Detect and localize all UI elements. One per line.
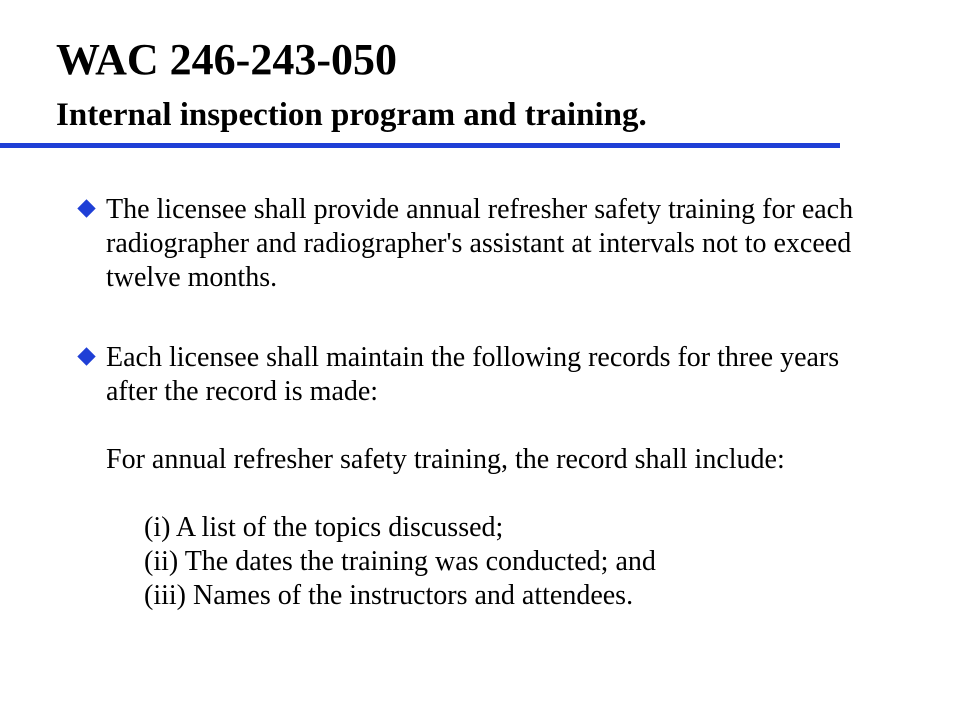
- record-item: (iii) Names of the instructors and attendees.: [144, 580, 634, 611]
- bullet-text: [106, 193, 896, 295]
- slide-title: WAC 246-243-050: [56, 35, 397, 84]
- title-underline: [0, 143, 840, 148]
- record-item: (ii) The dates the training was conducted; and: [144, 546, 656, 577]
- diamond-bullet-icon: [77, 347, 95, 365]
- bullet-text: [106, 341, 896, 613]
- slide-subtitle: Internal inspection program and training.: [56, 97, 647, 133]
- diamond-bullet-icon: [77, 199, 95, 217]
- record-items-list: [144, 511, 896, 613]
- bullet-paragraph: For annual refresher safety training, the record shall include:: [106, 444, 785, 475]
- record-item: (i) A list of the topics discussed;: [144, 512, 504, 543]
- bullet-paragraph: Each licensee shall maintain the following records for three years after the record is made:: [106, 342, 840, 407]
- bullet-paragraph: The licensee shall provide annual refresher safety training for each radiographer and radiographer's assistant at intervals not to exceed twelve months.: [106, 194, 854, 293]
